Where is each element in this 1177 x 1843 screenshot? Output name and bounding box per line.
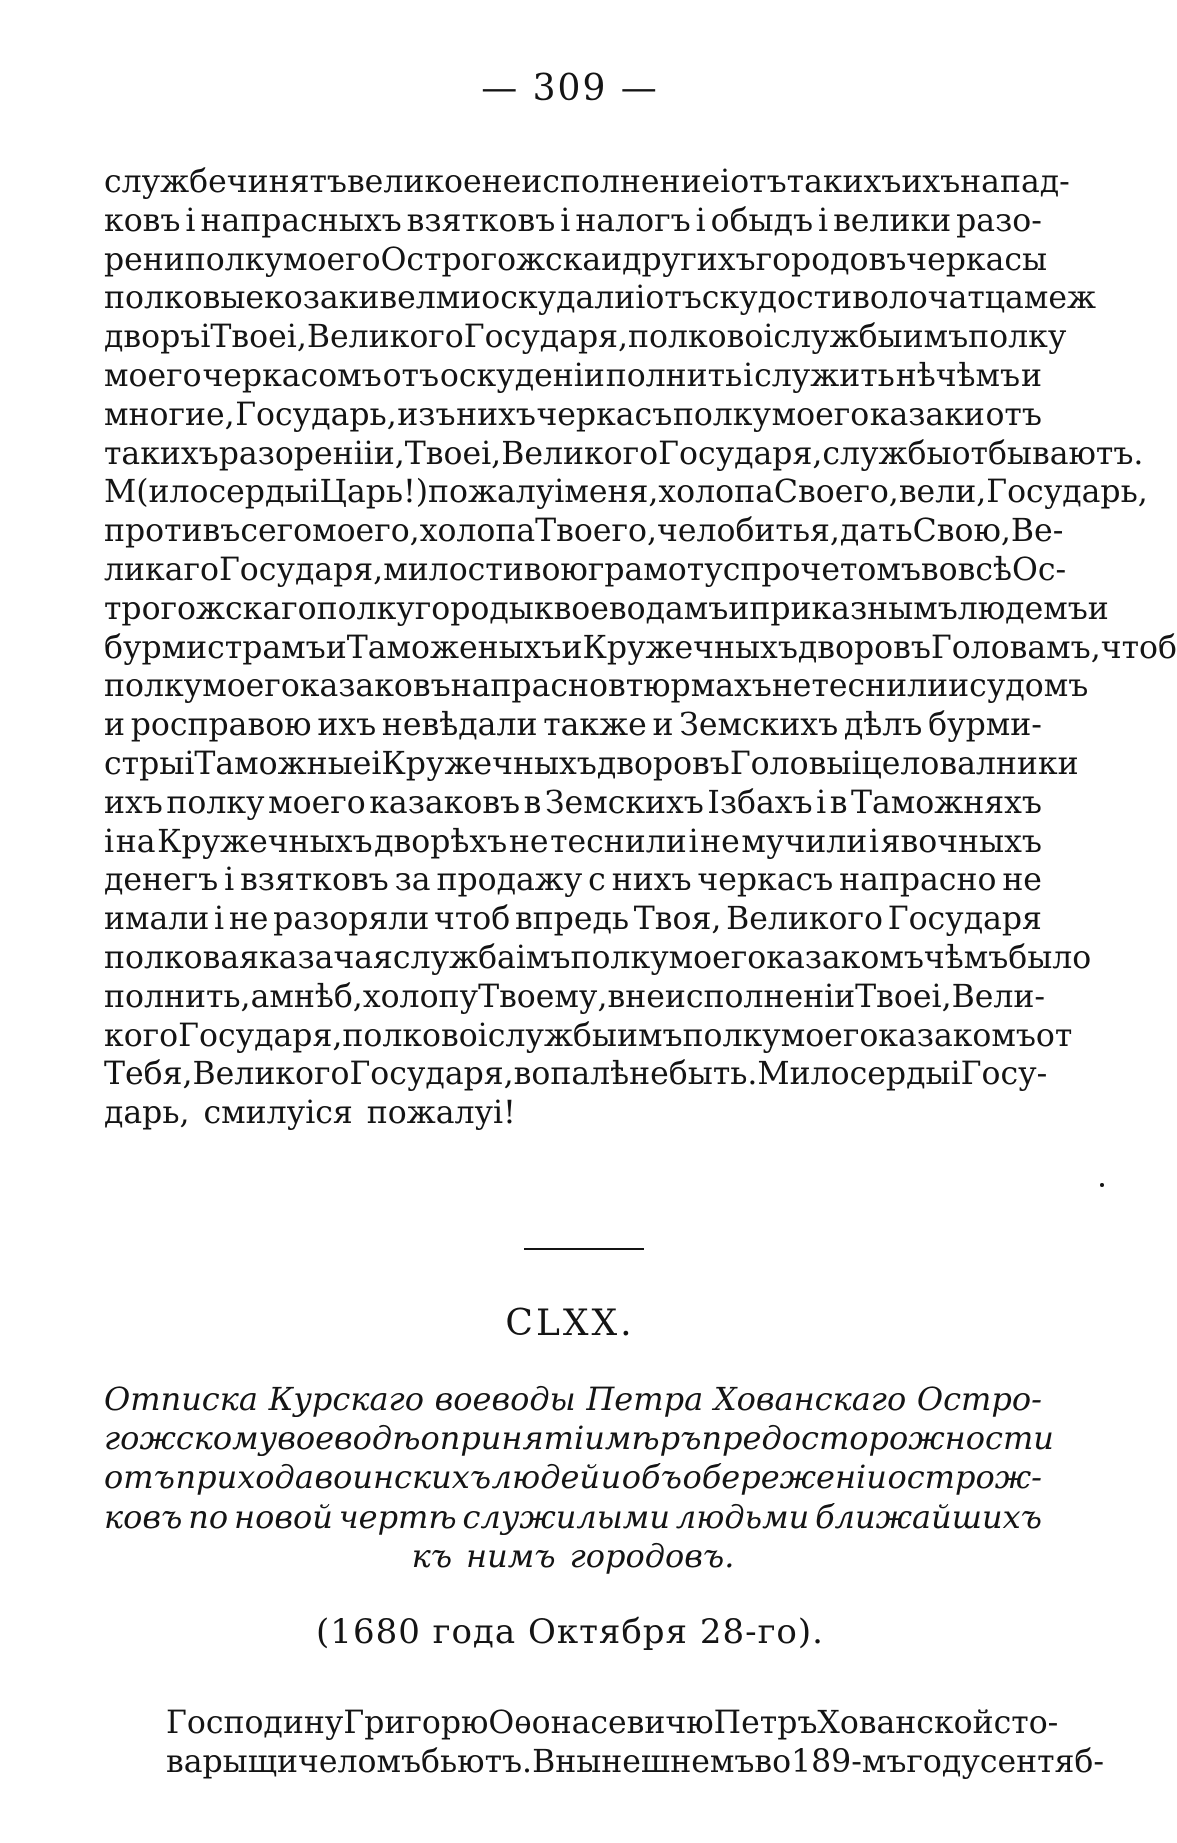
text-line: стры і Таможные і Кружечныхъ дворовъ Головы і целовалники <box>104 745 1079 782</box>
text-line: дворъ і Твоеі, Великого Государя, полковоі службы имъ полку <box>104 319 1067 356</box>
text-line: дарь, смилуіся пожалуі! <box>104 1095 516 1132</box>
text-line: противъ сего моего, холопа Твоего, челобитья, дать Свою, Ве- <box>104 513 1064 550</box>
text-line: варыщи челомъ бьютъ. В нынешнемъ во 189-мъ году сентяб- <box>166 1743 1104 1780</box>
text-line: полку моего казаковъ напрасно в тюрмахъ не теснили и судомъ <box>104 668 1089 705</box>
section-divider <box>524 1248 644 1250</box>
text-line: многие, Государь, изъ нихъ черкасъ полку моего казаки отъ <box>104 396 1042 433</box>
text-line: моего черкасомъ отъ оскуденіи полнить і служить нѣчѣмъ и <box>104 357 1042 394</box>
petition-text <box>104 163 1177 1133</box>
document-title <box>104 1380 1054 1576</box>
text-line: полковые козаки велми оскудали і отъ скудости волочатца меж <box>104 280 1096 317</box>
text-line: кого Государя, полковоі службы имъ полку моего казакомъ от <box>104 1017 1073 1054</box>
text-line: трогожскаго полку городы к воеводамъ и приказнымъ людемъ и <box>104 590 1109 627</box>
text-line: къ нимъ городовъ. <box>411 1536 735 1575</box>
print-speck <box>1100 1183 1104 1187</box>
document-text <box>166 1704 1104 1782</box>
text-line: гожскому воеводѣ о принятіи мѣръ предосторожности <box>104 1419 1054 1458</box>
text-line: отъ прихода воинскихъ людей и объ обереженіи острож- <box>104 1458 1042 1497</box>
text-line: полковая казачая служба імъ полку моего казакомъ чѣмъ было <box>104 939 1092 976</box>
text-line: і на Кружечныхъ дворѣхъ не теснили і не мучили і явочныхъ <box>104 823 1042 860</box>
text-line: ковъ по новой чертѣ служилыми людьми ближайшихъ <box>104 1497 1042 1536</box>
page-number: — 309 — <box>481 68 659 109</box>
text-line: полнить, а мнѣ б, холопу Твоему, в неисполненіи Твоеі, Вели- <box>104 978 1046 1015</box>
text-line: М(илосердыі Царь!) пожалуі меня, холопа Своего, вели, Государь, <box>104 474 1148 511</box>
document-date: (1680 года Октября 28-го). <box>316 1612 824 1652</box>
text-line: службе чинятъ великое неисполнение і отъ такихъ ихъ напад- <box>104 164 1070 200</box>
text-line: ликаго Государя, милостивою грамоту с прочетомъ во всѣ Ос- <box>104 551 1067 588</box>
text-line: такихъ разоренііи, Твоеі, Великого Государя, службы отбываютъ. <box>104 435 1144 472</box>
text-line: бурмистрамъ и Таможеныхъ и Кружечныхъ дворовъ Головамъ, чтоб <box>104 629 1177 666</box>
text-line: рени полку моего Острогожска и другихъ городовъ черкасы <box>104 241 1048 278</box>
document-number: CLXX. <box>505 1303 635 1344</box>
text-line: ковъ і напрасныхъ взятковъ і налогъ і обыдъ і велики разо- <box>104 202 1042 239</box>
text-line: ихъ полку моего казаковъ в Земскихъ Ізбахъ і в Таможняхъ <box>104 784 1042 821</box>
text-line: Отписка Курскаго воеводы Петра Хованскаго Остро- <box>104 1380 1042 1418</box>
text-line: имали і не разоряли чтоб впредь Твоя, Великого Государя <box>104 901 1042 938</box>
text-line: и росправою ихъ невѣдали также и Земскихъ дѣлъ бурми- <box>104 707 1042 744</box>
text-line: Господину Григорю Оѳонасевичю Петръ Хованской с то- <box>166 1705 1059 1741</box>
text-line: денегъ і взятковъ за продажу с нихъ черкасъ напрасно не <box>104 862 1042 899</box>
text-line: Тебя, Великого Государя, в опалѣ не быть. Милосердыі Госу- <box>104 1056 1048 1093</box>
